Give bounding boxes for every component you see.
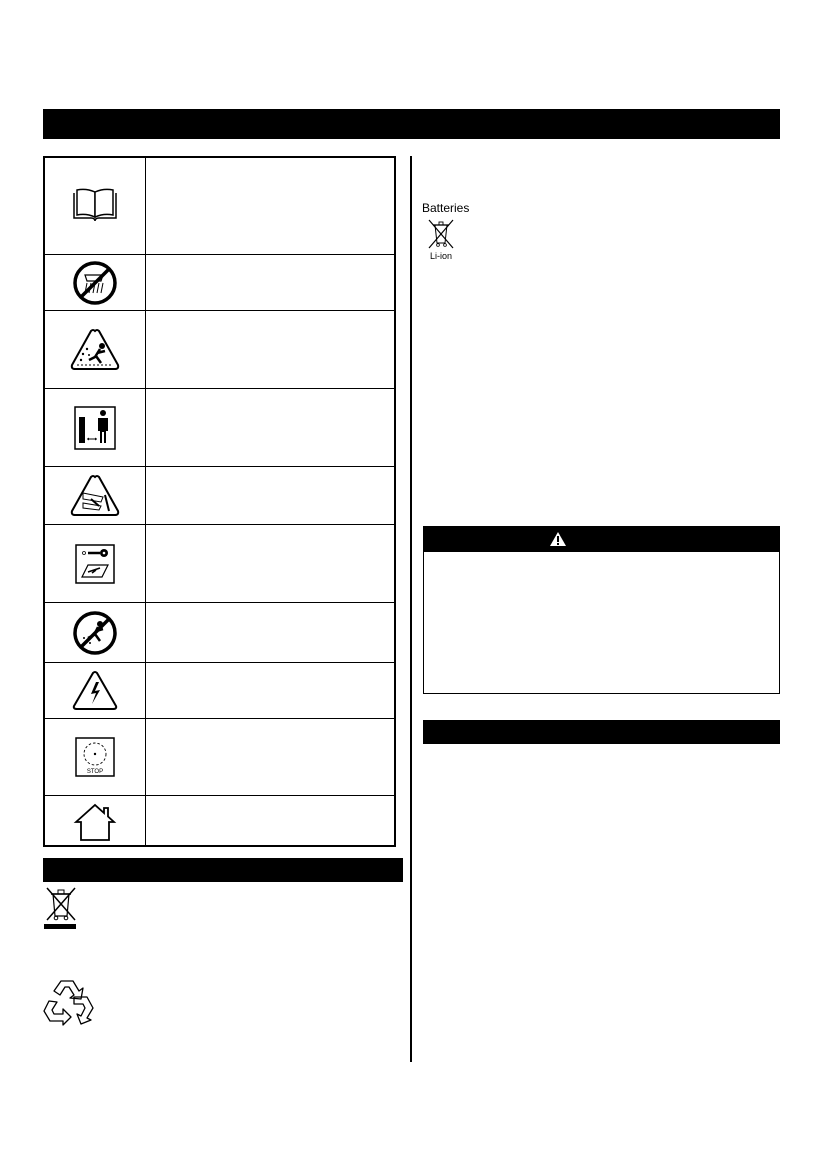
table-row [45, 388, 394, 466]
li-ion-label: Li-ion [429, 251, 453, 261]
symbol-description [146, 603, 394, 662]
symbol-description [146, 467, 394, 524]
crossed-bin-li-ion-icon [426, 218, 458, 262]
warning-triangle-icon [549, 531, 567, 547]
read-manual-icon [45, 158, 146, 254]
symbol-description [146, 796, 394, 847]
table-row [45, 158, 394, 254]
symbol-description [146, 525, 394, 602]
batteries-label: Batteries [422, 201, 470, 215]
crossed-bin-icon [43, 884, 79, 930]
symbol-description [146, 311, 394, 388]
electric-shock-warning-icon [45, 663, 146, 718]
table-row [45, 310, 394, 388]
symbols-table [43, 156, 396, 847]
remove-key-icon [45, 525, 146, 602]
warning-header [424, 527, 779, 552]
no-rain-icon [45, 255, 146, 310]
warning-box [423, 526, 780, 694]
stop-blade-icon [45, 719, 146, 795]
keep-bystanders-away-icon [45, 389, 146, 466]
table-row [45, 795, 394, 847]
table-row [45, 254, 394, 310]
section-header-bar [423, 720, 780, 744]
table-row [45, 524, 394, 602]
symbol-description [146, 255, 394, 310]
table-row [45, 662, 394, 718]
thrown-objects-warning-icon [45, 311, 146, 388]
stop-label: STOP [86, 769, 104, 775]
symbol-description [146, 389, 394, 466]
indoor-storage-icon [45, 796, 146, 847]
section-header-bar [43, 109, 780, 139]
symbol-description [146, 158, 394, 254]
disposal-header-bar [43, 858, 403, 882]
table-row [45, 466, 394, 524]
column-divider [410, 156, 412, 1062]
no-hands-feet-icon [45, 603, 146, 662]
symbol-description [146, 719, 394, 795]
symbol-description [146, 663, 394, 718]
sharp-blades-warning-icon [45, 467, 146, 524]
recycle-icon [41, 977, 97, 1031]
table-row [45, 718, 394, 795]
table-row [45, 602, 394, 662]
